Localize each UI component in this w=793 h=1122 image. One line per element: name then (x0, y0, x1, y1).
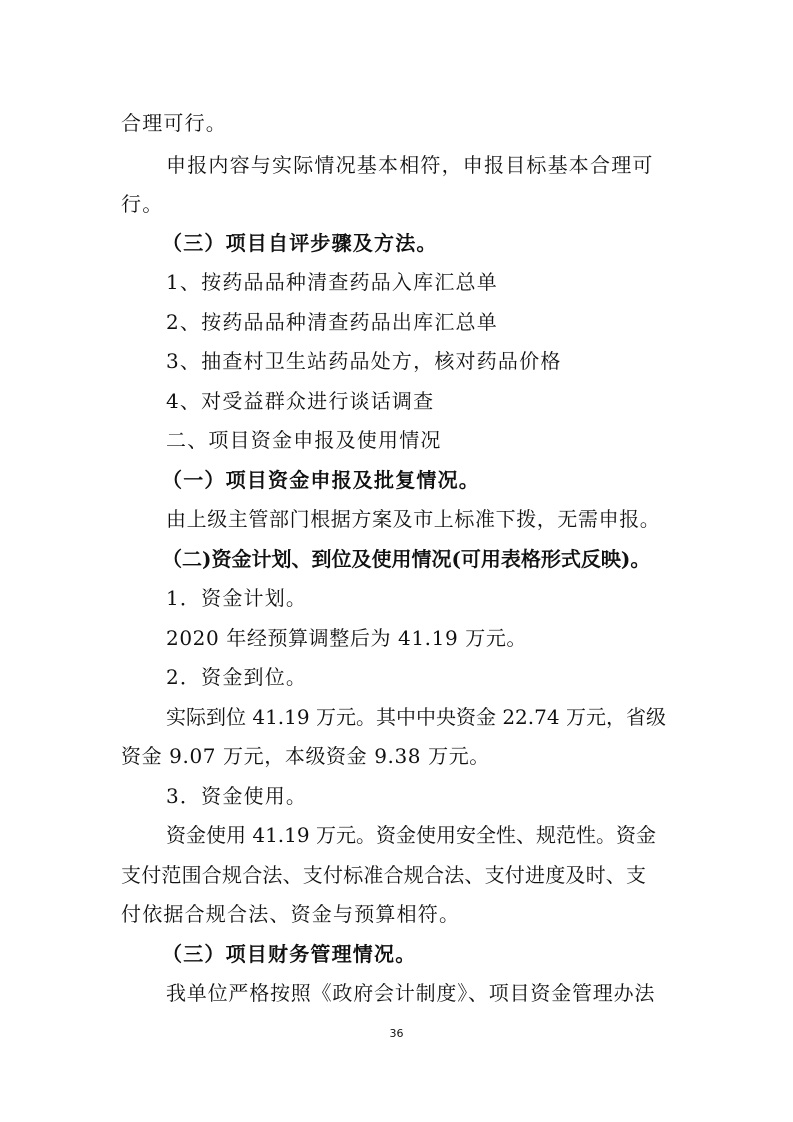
subheading: 3．资金使用。 (166, 784, 308, 808)
list-item: 2、按药品品种清查药品出库汇总单 (166, 310, 498, 334)
list-item: 3、抽查村卫生站药品处方，核对药品价格 (166, 349, 562, 373)
paragraph-line: 由上级主管部门根据方案及市上标准下拨，无需申报。 (166, 507, 661, 531)
paragraph-line: 资金 9.07 万元，本级资金 9.38 万元。 (121, 744, 490, 768)
paragraph-line: 2020 年经预算调整后为 41.19 万元。 (166, 626, 528, 650)
paragraph-line: 资金使用 41.19 万元。资金使用安全性、规范性。资金 (166, 823, 656, 847)
paragraph-line: 行。 (121, 192, 164, 216)
paragraph-line: 支付范围合规合法、支付标准合规合法、支付进度及时、支 (121, 863, 647, 887)
list-item: 4、对受益群众进行谈话调查 (166, 389, 435, 413)
section-heading: （三）项目自评步骤及方法。 (162, 231, 438, 255)
section-heading: （二)资金计划、到位及使用情况(可用表格形式反映)。 (162, 547, 651, 571)
page-number: 36 (389, 1027, 404, 1040)
paragraph-line: 申报内容与实际情况基本相符，申报目标基本合理可 (166, 153, 654, 177)
paragraph-line: 合理可行。 (121, 111, 227, 135)
section-heading: （一）项目资金申报及批复情况。 (162, 468, 480, 492)
subheading: 2．资金到位。 (166, 665, 308, 689)
paragraph-line: 我单位严格按照《政府会计制度》、项目资金管理办法 (166, 981, 656, 1005)
subheading: 1．资金计划。 (166, 586, 308, 610)
list-item: 1、按药品品种清查药品入库汇总单 (166, 270, 498, 294)
paragraph-line: 付依据合规合法、资金与预算相符。 (121, 902, 461, 926)
section-heading: （三）项目财务管理情况。 (162, 942, 417, 966)
chapter-heading: 二、项目资金申报及使用情况 (166, 428, 442, 452)
paragraph-line: 实际到位 41.19 万元。其中中央资金 22.74 万元，省级 (166, 705, 666, 729)
